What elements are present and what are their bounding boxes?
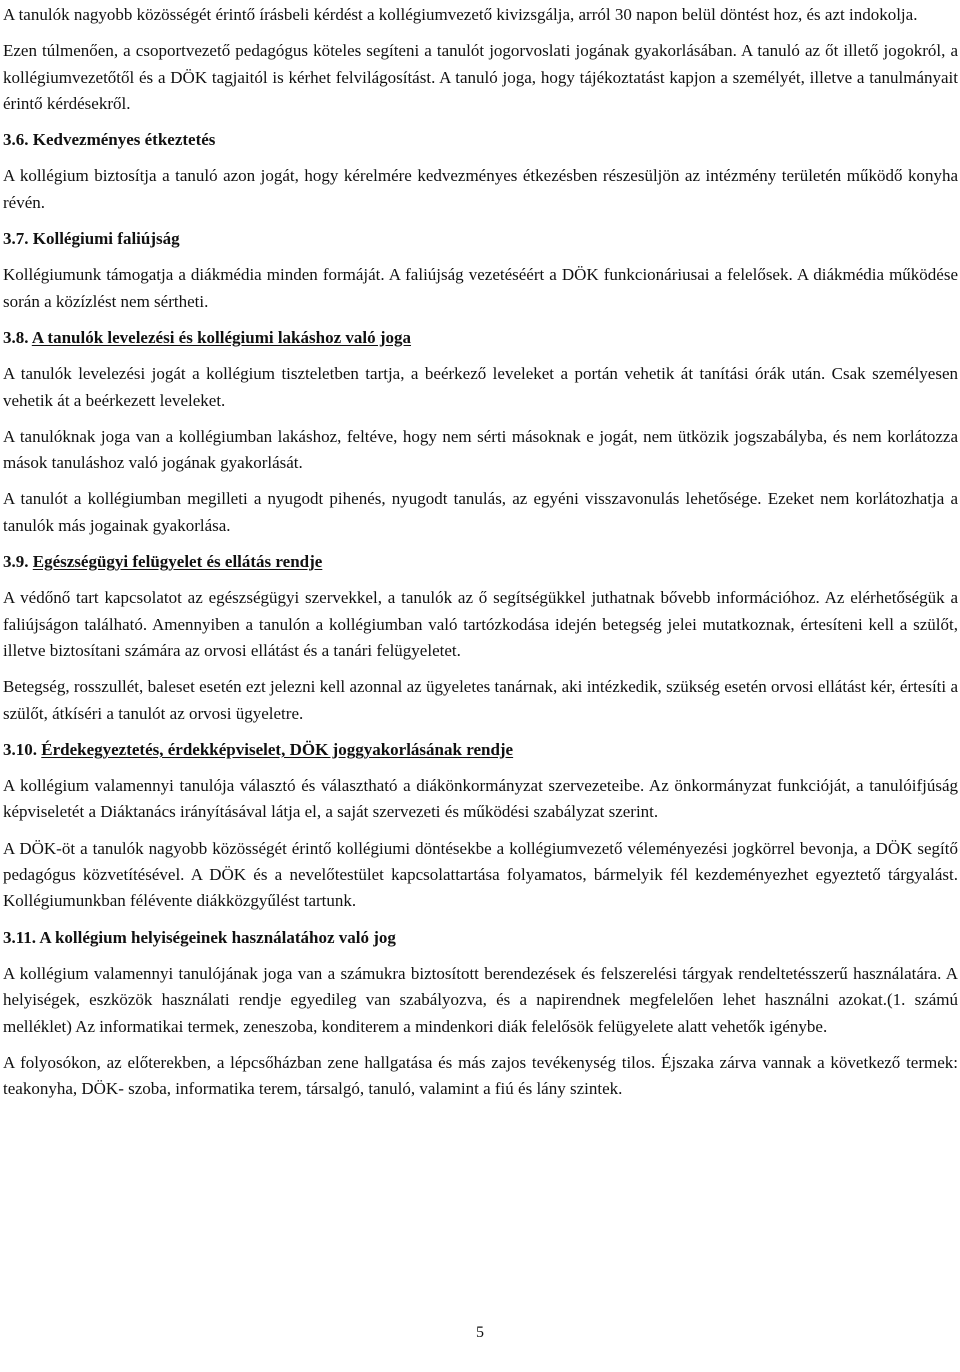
section-heading-3-9 [3, 549, 958, 575]
section-number: 3.8. [3, 327, 29, 347]
paragraph: A kollégium valamennyi tanulójának joga van a számukra biztosított berendezések és felszerelési tárgyak rendeltetésszerű használatára. A helyiségek, eszközök használati rendje egyedileg van szabályozva, és a napirendnek megfelelően lehet használni azokat.(1. számú melléklet) Az informatikai termek, zeneszoba, konditerem a mindenkori diák felelősök felügyelete alatt vehetők igénybe. [3, 963, 958, 1036]
paragraph: A kollégium biztosítja a tanuló azon jogát, hogy kérelmére kedvezményes étkezésben részesüljön az intézmény területén működő konyha révén. [3, 166, 958, 212]
section-title: A kollégium helyiségeinek használatához való jog [39, 927, 396, 947]
section-number: 3.11. [3, 927, 37, 947]
paragraph: A tanulók nagyobb közösségét érintő írásbeli kérdést a kollégiumvezető kivizsgálja, arról 30 napon belül döntést hoz, és azt indokolja. [3, 5, 918, 24]
section-number: 3.9. [3, 552, 29, 572]
section-number: 3.6. [3, 130, 29, 150]
paragraph: A tanulóknak joga van a kollégiumban lakáshoz, feltéve, hogy nem sérti másoknak e jogát, nem ütközik jogszabályba, és nem korlátozza mások tanuláshoz való jogának gyakorlását. [3, 426, 958, 473]
section-heading-3-11 [3, 925, 958, 951]
section-heading-3-7 [3, 226, 958, 252]
section-title: Kedvezményes étkeztetés [32, 130, 216, 150]
section-heading-3-8 [3, 325, 958, 351]
page-number: 5 [476, 1324, 484, 1341]
paragraph: Kollégiumunk támogatja a diákmédia minden formáját. A faliújság vezetéséért a DÖK funkcionáriusai a felelősek. A diákmédia működése során a közízlést nem sértheti. [3, 265, 958, 311]
section-title: Érdekegyeztetés, érdekképviselet, DÖK joggyakorlásának rendje [41, 739, 514, 759]
section-heading-3-10 [3, 737, 958, 763]
paragraph: Ezen túlmenően, a csoportvezető pedagógus köteles segíteni a tanulót jogorvoslati jogának gyakorlásában. A tanuló az őt illető jogokról, a kollégiumvezetőtől és a DÖK tagjaitól is kérhet felvilágosítást. A tanuló joga, hogy tájékoztatást kapjon a személyét, illetve a tanulmányait érintő kérdésekről. [3, 41, 958, 113]
section-title: Egészségügyi felügyelet és ellátás rendje [32, 552, 323, 572]
paragraph: Betegség, rosszullét, baleset esetén ezt jelezni kell azonnal az ügyeletes tanárnak, aki intézkedik, szükség esetén orvosi ellátást kér, értesíti a szülőt, átkíséri a tanulót az orvosi ügyeletre. [3, 677, 958, 723]
paragraph: A védőnő tart kapcsolatot az egészségügyi szervekkel, a tanulók az ő segítségükkel juthatnak bővebb információhoz. Az elérhetőségük a faliújságon található. Amennyiben a tanulón a kollégiumban való tartózkodása idején betegség jelei mutatkoznak, értesíteni kell a szülőt, illetve biztosítani számára az orvosi ellátást és a tanári felügyeletet. [3, 588, 958, 660]
section-title: Kollégiumi faliújság [32, 229, 180, 249]
paragraph: A tanulók levelezési jogát a kollégium tiszteletben tartja, a beérkező leveleket a portán vehetik át tanítási órák után. Csak személyesen vehetik át a beérkezett leveleket. [3, 364, 958, 410]
paragraph: A tanulót a kollégiumban megilleti a nyugodt pihenés, nyugodt tanulás, az egyéni visszavonulás lehetősége. Ezeket nem korlátozhatja a tanulók más jogainak gyakorlása. [3, 489, 958, 535]
paragraph: A kollégium valamennyi tanulója választó és választható a diákönkormányzat szervezeteibe. Az önkormányzat funkcióját, a tanulóifjúság képviseletét a Diáktanács irányításával látja el, a saját szervezeti és működési szabályzat szerint. [3, 776, 958, 822]
section-title: A tanulók levelezési és kollégiumi lakáshoz való joga [31, 327, 412, 347]
section-number: 3.7. [3, 229, 29, 249]
section-number: 3.10. [3, 739, 37, 759]
paragraph: A folyosókon, az előterekben, a lépcsőházban zene hallgatása és más zajos tevékenység tilos. Éjszaka zárva vannak a következő termek: teakonyha, DÖK- szoba, informatika terem, társalgó, tanuló, valamint a fiú és lány szintek. [3, 1052, 958, 1099]
section-heading-3-6 [3, 127, 958, 153]
paragraph: A DÖK-öt a tanulók nagyobb közösségét érintő kollégiumi döntésekbe a kollégiumvezető véleményezési jogkörrel bevonja, a DÖK segítő pedagógus közvetítésével. A DÖK és a nevelőtestület kapcsolattartása folyamatos, bármelyik fél kezdeményezhet egyeztető tárgyalást. Kollégiumunkban félévente diákközgyűlést tartunk. [3, 838, 958, 911]
